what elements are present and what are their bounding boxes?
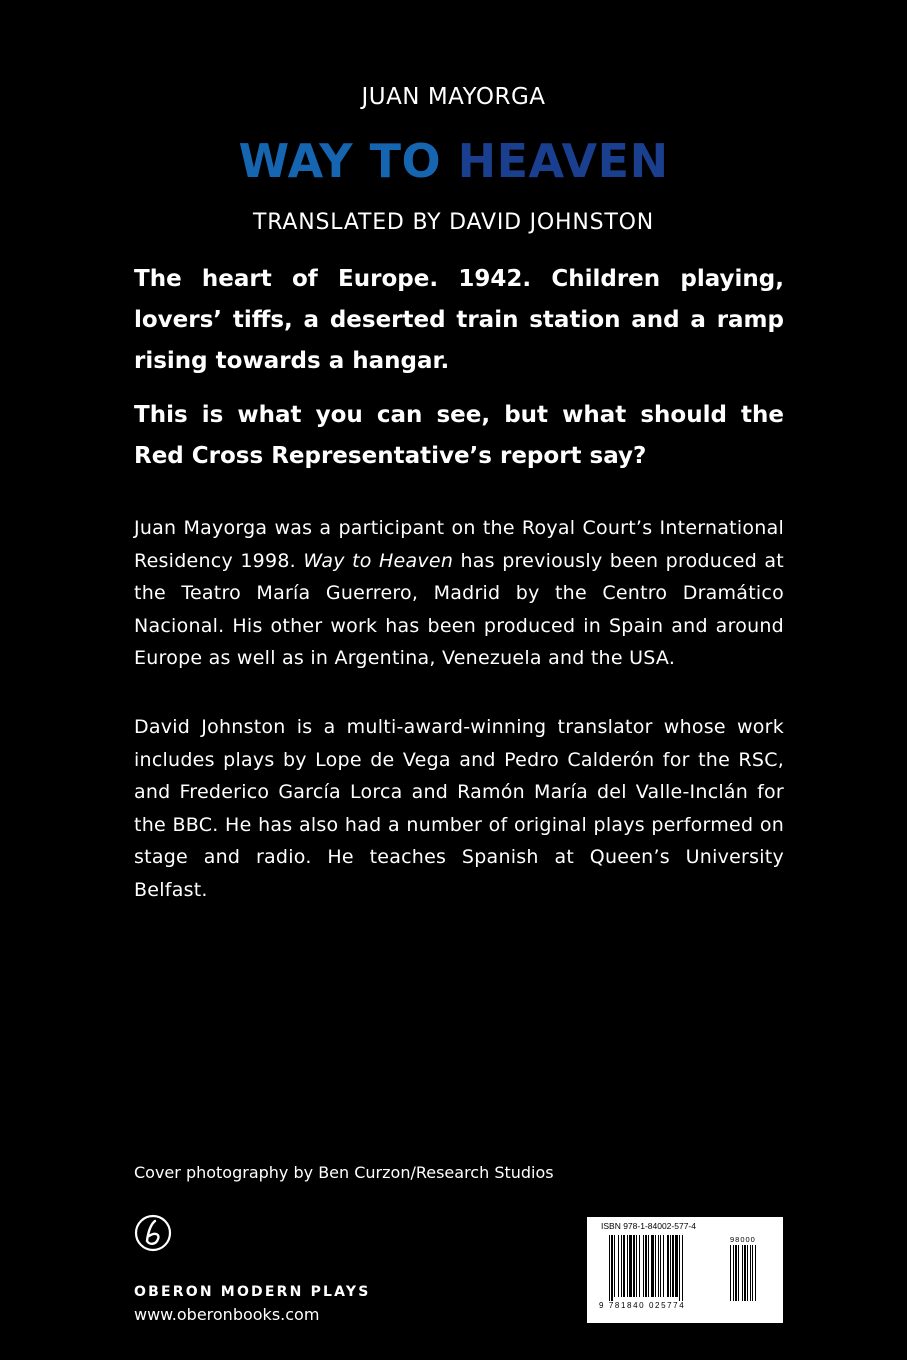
cover-photo-credit: Cover photography by Ben Curzon/Research Studios	[134, 1163, 554, 1182]
isbn-barcode	[587, 1217, 783, 1323]
translator-credit: TRANSLATED BY DAVID JOHNSTON	[252, 210, 655, 235]
oberon-logo-icon	[134, 1214, 172, 1252]
barcode-addon-digits: 98000	[730, 1235, 756, 1244]
author-bio-text-2: has previously been produced at the Teatro María Guerrero, Madrid by the Centro Dramático Nacional. His other work has been produced in Spain and around Europe as well as in Argentina, Venezuela and the USA.	[134, 549, 784, 669]
title-part-2: HEAVEN	[457, 134, 669, 188]
author-bio-text-1: Juan Mayorga was a participant on the Royal Court’s International Residency 1998.	[134, 517, 784, 572]
author-bio	[134, 512, 784, 675]
author-name: JUAN MAYORGA	[361, 84, 546, 110]
translator-bio: David Johnston is a multi-award-winning translator whose work includes plays by Lope de Vega and Pedro Calderón for the RSC, and Frederico García Lorca and Ramón María del Valle-Inclán for the BBC. He has also had a number of original plays performed on stage and radio. He teaches Spanish at Queen’s University Belfast.	[134, 716, 784, 901]
title-part-1: WAY TO	[238, 134, 458, 188]
blurb-paragraph-1: The heart of Europe. 1942. Children playing, lovers’ tiffs, a deserted train station and a ramp rising towards a hangar.	[134, 266, 784, 374]
isbn-text: ISBN 978-1-84002-577-4	[601, 1221, 696, 1231]
publisher-website[interactable]: www.oberonbooks.com	[134, 1305, 320, 1324]
barcode-digits: 9 781840 025774	[599, 1301, 686, 1310]
book-title	[0, 134, 907, 188]
author-bio-play-title: Way to Heaven	[303, 549, 454, 572]
publisher-imprint: OBERON MODERN PLAYS	[134, 1284, 371, 1300]
blurb-paragraph-2: This is what you can see, but what should the Red Cross Representative’s report say?	[134, 402, 784, 469]
